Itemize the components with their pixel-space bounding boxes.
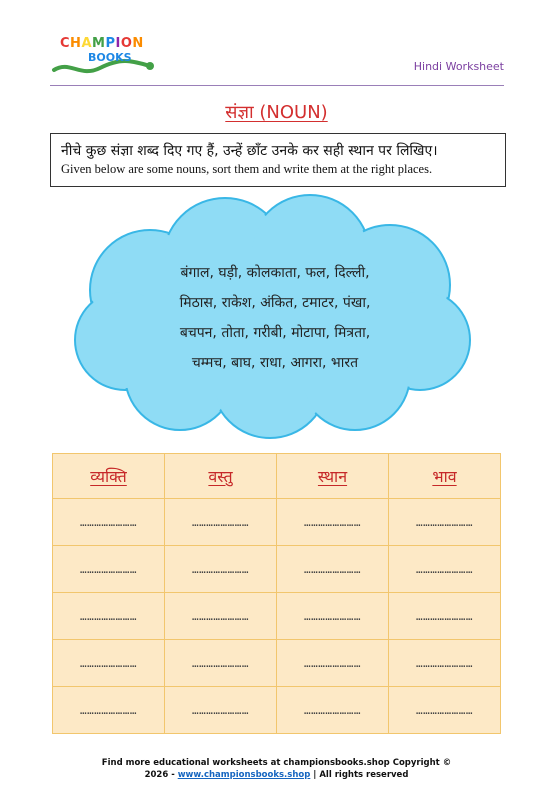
blank-cell[interactable]: …………………… <box>277 546 389 593</box>
blank-cell[interactable]: …………………… <box>277 640 389 687</box>
word-line: बंगाल, घड़ी, कोलकाता, फल, दिल्ली, <box>180 265 370 281</box>
footer-year: 2026 - <box>144 770 178 780</box>
instruction-hindi: नीचे कुछ संज्ञा शब्द दिए गए हैं, उन्हें छाँट उनके कर सही स्थान पर लिखिए। <box>61 143 438 159</box>
blank-cell[interactable]: …………………… <box>389 640 501 687</box>
table-row <box>53 687 501 734</box>
blank-cell[interactable]: …………………… <box>389 546 501 593</box>
champions-books-logo <box>50 30 155 78</box>
blank-cell[interactable]: …………………… <box>165 640 277 687</box>
page-footer <box>0 757 553 781</box>
blank-cell[interactable]: …………………… <box>53 499 165 546</box>
logo-letter: C <box>60 36 71 51</box>
sorting-table <box>52 453 501 734</box>
table-row <box>53 593 501 640</box>
blank-cell[interactable]: …………………… <box>53 640 165 687</box>
logo-letter: M <box>92 36 106 51</box>
worksheet-type: Hindi Worksheet <box>413 60 504 73</box>
blank-cell[interactable]: …………………… <box>165 687 277 734</box>
blank-cell[interactable]: …………………… <box>53 546 165 593</box>
blank-cell[interactable]: …………………… <box>277 687 389 734</box>
footer-rights: | All rights reserved <box>310 770 409 780</box>
header-divider <box>50 85 504 86</box>
logo-letter: I <box>115 36 121 51</box>
logo-letter: P <box>105 36 116 51</box>
column-header-thing: वस्तु <box>165 454 277 499</box>
footer-line-2 <box>0 769 553 781</box>
page-title: संज्ञा (NOUN) <box>225 102 328 123</box>
table-row <box>53 640 501 687</box>
blank-cell[interactable]: …………………… <box>389 499 501 546</box>
column-header-person: व्यक्ति <box>53 454 165 499</box>
word-line: बचपन, तोता, गरीबी, मोटापा, मित्रता, <box>179 325 371 341</box>
logo-letter: A <box>81 36 92 51</box>
blank-cell[interactable]: …………………… <box>389 687 501 734</box>
blank-cell[interactable]: …………………… <box>277 499 389 546</box>
blank-cell[interactable]: …………………… <box>277 593 389 640</box>
logo-letter: N <box>132 36 144 51</box>
column-header-feeling: भाव <box>389 454 501 499</box>
table-row <box>53 499 501 546</box>
table-row <box>53 546 501 593</box>
blank-cell[interactable]: …………………… <box>389 593 501 640</box>
instruction-english: Given below are some nouns, sort them and write them at the right places. <box>61 162 433 176</box>
logo-letter: O <box>120 36 133 51</box>
logo-letter: H <box>70 36 82 51</box>
word-line: मिठास, राकेश, अंकित, टमाटर, पंखा, <box>179 295 371 311</box>
footer-line-1: Find more educational worksheets at championsbooks.shop Copyright © <box>101 758 452 768</box>
noun-word-list <box>110 258 440 378</box>
instruction-box <box>50 133 506 187</box>
blank-cell[interactable]: …………………… <box>165 499 277 546</box>
column-header-place: स्थान <box>277 454 389 499</box>
blank-cell[interactable]: …………………… <box>165 593 277 640</box>
table-header-row <box>53 454 501 499</box>
word-line: चम्मच, बाघ, राधा, आगरा, भारत <box>191 355 359 371</box>
logo-title <box>60 36 144 51</box>
blank-cell[interactable]: …………………… <box>53 593 165 640</box>
logo-subtitle: BOOKS <box>88 51 132 64</box>
blank-cell[interactable]: …………………… <box>165 546 277 593</box>
blank-cell[interactable]: …………………… <box>53 687 165 734</box>
footer-link[interactable]: www.championsbooks.shop <box>177 770 311 780</box>
